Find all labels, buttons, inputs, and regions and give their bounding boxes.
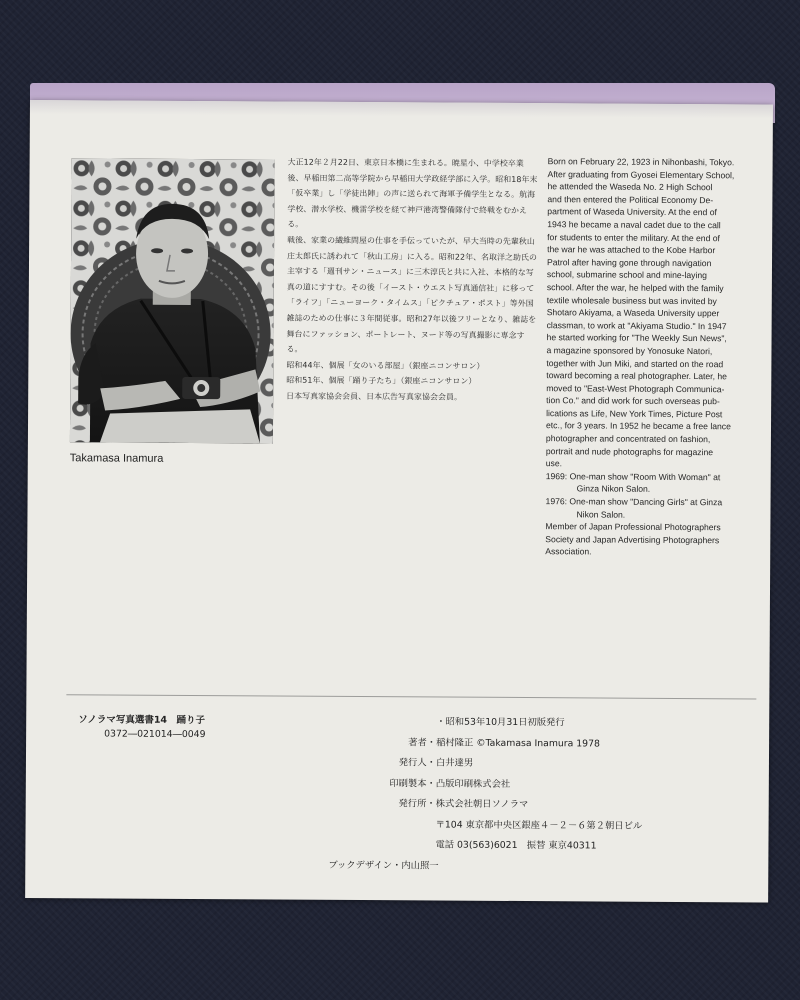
publisher-address: 〒104 東京都中央区銀座４－２－６第２朝日ビル bbox=[435, 818, 643, 832]
en-exhibition-1976-venue: Nikon Salon. bbox=[576, 508, 626, 520]
en-exhibition-1969-venue: Ginza Nikon Salon. bbox=[576, 483, 651, 495]
en-line: school, submarine school and mine-laying bbox=[546, 269, 708, 281]
jp-paragraph-2: 戦後、家業の繊維問屋の仕事を手伝っていたが、早大当時の先輩秋山庄太郎氏に誘われて「秋山工房」に入る。昭和22年、名取洋之助氏の主宰する「週刊サン・ニュース」に三木淳氏と共に入社、本格的な写真の道にすすむ。その後「イースト・ウエスト写真通信社」に移って「ライフ」「ニューヨーク・タイムス」「ピクチュア・ポスト」等外国雑誌のための仕事に３年間従事。昭和27年以後フリーとなり、雑誌を舞台にファッション、ポートレート、ヌード等の写真撮影に専念する。 bbox=[286, 235, 538, 354]
colophon-author bbox=[344, 732, 764, 755]
colophon bbox=[328, 712, 764, 879]
en-line: and then entered the Political Economy De- bbox=[547, 193, 714, 205]
book-designer: ブックデザイン・内山照一 bbox=[328, 859, 439, 872]
publisher-person-value: 白井達男 bbox=[435, 757, 474, 769]
en-line: together with Jun Miki, and started on the road bbox=[546, 357, 724, 369]
author-portrait-image bbox=[70, 158, 275, 443]
en-exhibition-1969: 1969: One-man show "Room With Woman" at bbox=[545, 471, 721, 483]
author-value: 稲村隆正 ©Takamasa Inamura 1978 bbox=[436, 736, 600, 749]
en-membership-line: Member of Japan Professional Photographers bbox=[545, 521, 721, 533]
en-line: Patrol after having gone through navigation bbox=[546, 256, 712, 268]
publisher-phone: 電話 03(563)6021 振替 東京40311 bbox=[435, 839, 597, 852]
en-line: partment of Waseda University. At the end of bbox=[547, 206, 717, 218]
colophon-publisher-person bbox=[344, 753, 764, 776]
english-biography bbox=[545, 155, 773, 559]
en-line: textile wholesale business but was invited by bbox=[546, 294, 717, 306]
en-line: use. bbox=[545, 458, 563, 469]
jp-paragraph-1: 大正12年２月22日、東京日本橋に生まれる。暁星小、中学校卒業後、早稲田第二高等学院から早稲田大学政経学部に入学。昭和18年末「仮卒業」し「学徒出陣」の声に送られて海軍予備学生となる。航海学校、潜水学校、機雷学校を経て神戸港湾警備隊付で終戦をむかえる。 bbox=[287, 157, 538, 230]
en-line: for students to enter the military. At the end of bbox=[547, 231, 720, 243]
series-title: ソノラマ写真選書14 踊り子 bbox=[78, 714, 206, 727]
en-line: Shotaro Akiyama, a Waseda University upper bbox=[546, 307, 720, 319]
first-edition-date: ・昭和53年10月31日初版発行 bbox=[436, 716, 565, 729]
colophon-phone bbox=[343, 835, 763, 858]
en-line: 1943 he became a naval cadet due to the call bbox=[547, 219, 721, 231]
en-line: etc., for 3 years. In 1952 he became a free lance bbox=[545, 420, 731, 432]
en-line: the war he was attached to the Kobe Harbor bbox=[547, 244, 716, 256]
en-line: portrait and nude photographs for magazine bbox=[545, 445, 714, 457]
jp-membership: 日本写真家協会会員、日本広告写真家協会会員。 bbox=[286, 391, 463, 402]
en-line: he attended the Waseda No. 2 High School bbox=[547, 181, 713, 193]
publisher-person-label: 発行人・ bbox=[398, 757, 436, 769]
en-line: photographer and concentrated on fashion, bbox=[545, 433, 711, 445]
en-line: tion Co." and did work for such overseas pub- bbox=[546, 395, 720, 407]
book-page bbox=[25, 100, 773, 903]
en-exhibition-1976: 1976: One-man show "Dancing Girls" at Ginza bbox=[545, 496, 723, 508]
printing-label: 印刷製本・ bbox=[389, 777, 436, 789]
printing-value: 凸版印刷株式会社 bbox=[435, 777, 511, 790]
book-code: 0372―021014―0049 bbox=[104, 728, 206, 741]
colophon-designer bbox=[328, 855, 763, 878]
en-line: After graduating from Gyosei Elementary School, bbox=[547, 168, 735, 180]
japanese-biography bbox=[286, 155, 540, 406]
en-membership-line: Society and Japan Advertising Photographers bbox=[545, 533, 720, 546]
en-line: classman, to work at "Akiyama Studio." In 1947 bbox=[546, 319, 727, 331]
publisher-label: 発行所・ bbox=[398, 798, 436, 810]
author-photo bbox=[70, 158, 275, 443]
en-line: moved to "East-West Photograph Communica- bbox=[546, 382, 725, 394]
en-line: he started working for "The Weekly Sun News", bbox=[546, 332, 727, 344]
colophon-divider bbox=[66, 694, 756, 699]
en-line: lications as Life, New York Times, Picture Post bbox=[546, 408, 723, 420]
en-membership-line: Association. bbox=[545, 546, 592, 557]
colophon-printing bbox=[344, 773, 764, 796]
jp-exhibition-2: 昭和51年、個展「踊り子たち」（銀座ニコンサロン） bbox=[286, 375, 477, 387]
colophon-publisher bbox=[344, 794, 764, 817]
publisher-value: 株式会社朝日ソノラマ bbox=[435, 798, 529, 811]
photo-caption: Takamasa Inamura bbox=[69, 452, 164, 465]
jp-exhibition-1: 昭和44年、個展「女のいる部屋」（銀座ニコンサロン） bbox=[286, 360, 485, 371]
en-line: toward becoming a real photographer. Later, he bbox=[546, 370, 727, 382]
en-line: Born on February 22, 1923 in Nihonbashi, Tokyo. bbox=[547, 156, 735, 168]
colophon-first-edition bbox=[344, 712, 764, 735]
en-line: a magazine sponsored by Yonosuke Natori, bbox=[546, 345, 713, 357]
colophon-address bbox=[344, 814, 764, 837]
en-line: school. After the war, he helped with the family bbox=[546, 282, 724, 294]
author-label: 著者・ bbox=[408, 736, 437, 748]
